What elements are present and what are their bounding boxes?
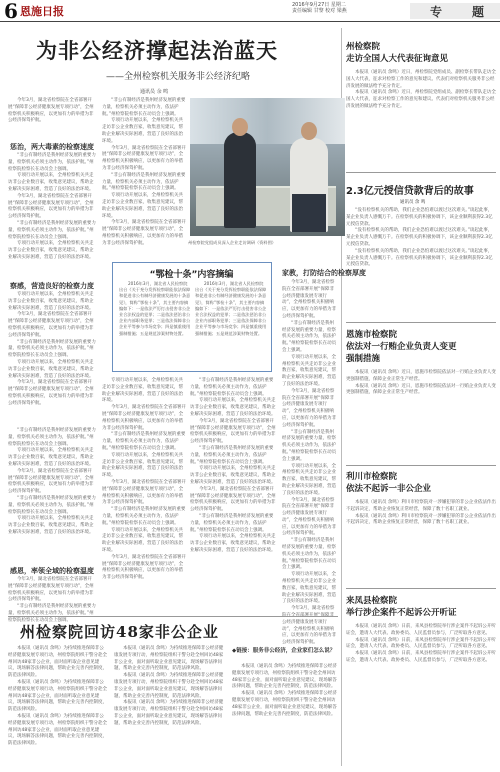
feature-headline: 为非公经济撑起法治蓝天 bbox=[36, 38, 278, 63]
right-s2-body: “没有检察机关的帮助，我们企业恐怕难以渡过这次难关。”谈起此事，某企业负责人感慨万千。在检察机关的积极协调下，该企业顺利获得2.3亿元授信贷款。 “没有检察机关的帮助，我们企业恐怕难以渡过这次难关。”谈起此事，某企业负责人感慨万千。在检察机关的积极协调下，该企业顺利获得2.3亿元授信贷款。 “没有检察机关的帮助，我们企业恐怕难以渡过这次难关。”谈起此事，某企业负责人感慨万千。在检察机关的积极协调下，该企业顺利获得2.3亿元授信贷款。 bbox=[346, 208, 493, 268]
sidebar-box bbox=[112, 262, 272, 372]
right-divider bbox=[346, 465, 496, 466]
issue-date: 2016年9月27日 星期二 bbox=[292, 2, 346, 8]
feature-paragraph: 今年3月，湖北省检察院在全省部署开展“保障非公经济健康发展专项行动”，全州检察机关积极响应，以更加有力的举措为非公经济保驾护航。 “非公有制经济是我州经济发展的重要力量，检察机关必须主动作为，依法护航。”州检察院检察长在动员会上强调。 专项行动开展以来，全州检察机关共走访非公企业数百家，收集意见建议，帮助企业解决实际困难，营造了良好的法治环境。 今年3月，湖北省检察院在全省部署开展“保障非公经济健康发展专项行动”，全州检察机关积极响应，以更加有力的举措为非公经济保驾护航。 “非公有制经济是我州经济发展的重要力量，检察机关必须主动作为，依法护航。”州检察院检察长在动员会上强调。 专项行动开展以来，全州检察机关共走访非公企业数百家，收集意见建议，帮助企业解决实际困难，营造了良好的法治环境。 今年3月，湖北省检察院在全省部署开展“保障非公经济健康发展专项行动”，全州检察机关积极响应，以更加有力的举措为非公经济保驾护航。 “非公有制经济是我州经济发展的重要力量，检察机关必须主动作为，依法护航。”州检察院检察长在动员会上强调。 专项行动开展以来，全州检察机关共走访非公企业数百家，收集意见建议，帮助企业解决实际困难，营造了良好的法治环境。 今年3月，湖北省检察 公经济健康发展专项行动”，全州检察机关积极响应，以更加有力的举措为非公经济保驾护航。 bbox=[282, 280, 337, 646]
feature-paragraph: “非公有制经济是我州经济发展的重要力量，检察机关必须主动作为，依法护航。”州检察院检察长在动员会上强调。 专项行动开展以来，全州检察机关共走访非公企业数百家，收集意见建议，帮助企业解决实际困难，营造了良好的法治环境。 今年3月，湖北省检察院在全省部署开展“保障非公经济健康发展专项行动”，全州检察机关积极响应，以更加有力的举措为非公经济保驾护航。 “非公有制经济是我州经济发展的重要力量，检察机关必须主动作为，依法护航。”州检察院检察长在动员会上强调。 专项行动开展以来，全州检察机关共走访非公企业数百家，收集意见建议，帮助企业解决实际困难，营造了良好的法治环境。 今年3月，湖北省检察院在全省部署开展“保障非公经济健康发展专项行动”，全州检察机关积极响应，以更加有力的举措为非公经济保驾护航。 “非公有制经济是我州经济发展的重要力量，检察机关必须主动作为，依法护航。”州检察院检察长在动员会上强调。 专项行动开展以来，全州检察机关共走访非公企业数百家，收集意见建议，帮助企业解决实际困难，营造了良好的法治环境。 bbox=[190, 378, 276, 553]
section-band bbox=[410, 3, 500, 19]
right-s3-body: 本报讯（通讯员 余鸣）近日，恩施市检察院依法对一行贿企业负责人变更强制措施，保障企业正常生产经营。 本报讯（通讯员 余鸣）近日，恩施市检察院依法对一行贿企业负责人变更强制措施，保障企业正常生产经营。 bbox=[346, 370, 496, 396]
section-label-char-2: 题 bbox=[472, 5, 485, 19]
right-s1-body: 本报讯（通讯员 余鸣）近日，州检察院党组成员、副检察长带队走访全国人大代表，征求对检察工作的意见和建议。代表们对检察机关服务非公经济发展的做法给予充分肯定。 本报讯（通讯员 余鸣）近日，州检察院党组成员、副检察长带队走访全国人大代表，征求对检察工作的意见和建议。代表们对检察机关服务非公经济发展的做法给予充分肯定。 bbox=[346, 70, 496, 109]
sidebar-box-text: 2016年3月，湖北省人民检察院出台《关于充分发挥检察职能依法保障和促进非公有制经济健康发展的十条意见》，简称“鄂检十条”，其主要内容摘编如下：一是依法严厉打击侵害非公企业合法权益的犯罪；二是依法惩治非公企业内部职务犯罪；三是依法保障非公企业平等参与市场竞争；四是慎重使用强制措施；五是规范涉案财物处置。 bbox=[195, 281, 267, 336]
sidebar-box-title: “鄂检十条”内容摘编 bbox=[149, 270, 234, 280]
right-s4-kicker: 利川市检察院 bbox=[346, 472, 398, 482]
feature-paragraph: 今年3月，湖北省检察院在全省部署开展“保障非公经济健康发展专项行动”，全州检察机关积极响应，以更加有力的举措为非公经济保驾护航。 “非公有制经济是我州经济发展的重要力量，检察机关必须主动作为，依法护航。”州检察院检察长在动员会上强调。 bbox=[8, 577, 96, 623]
right-s3-title-2: 强制措施 bbox=[346, 354, 381, 364]
section-label-char-1: 专 bbox=[430, 5, 443, 19]
bottom-paragraph: 本报讯（通讯员 余鸣）为持续推进保障非公经济健康发展专项行动，州检察院组织干警分赴全州回访48家非公企业，面对面听取企业意见建议，现场解答法律问题，帮助企业完善内控制度，防范法律风险。 本报讯（通讯员 余鸣）为持续推进保障非公经济健康发展专项行动，州检察院组织干警分赴全州回访48家非公企业，面对面听取企业意见建议，现场解答法律问题，帮助企业完善内控制度，防范法律风险。 本报讯（通讯员 余鸣）为持续推进保障非公经济健康发展专项行动，州检察院组织干警分赴全州回访48家非公企业，面对面听取企业意见建议，现场解答法律问题，帮助企业完善内控制度，防范法律风险。 bbox=[114, 646, 224, 726]
right-divider bbox=[346, 588, 496, 589]
bottom-paragraph: 本报讯（通讯员 余鸣）为持续推进保障非公经济健康发展专项行动，州检察院组织干警分赴全州回访48家非公企业，面对面听取企业意见建议，现场解答法律问题，帮助企业完善内控制度，防范法律风险。 本报讯（通讯员 余鸣）为持续推进保障非公经济健康发展专项行动，州检察院组织干警分赴全州回访48家非公企业，面对面听取企业意见建议，现场解答法律问题，帮助企业完善内控制度，防范法律风险。 本报讯（通讯员 余鸣）为持续推进保障非公经济健康发展专项行动，州检察院组织干警分赴全州回访48家非公企业，面对面听取企业意见建议，现场解答法律问题，帮助企业完善内控制度，防范法律风险。 bbox=[8, 646, 107, 747]
issue-meta bbox=[292, 2, 402, 14]
feature-byline: 通讯员 余 鸣 bbox=[140, 89, 169, 95]
right-s4-title: 依法不起诉一非公企业 bbox=[346, 484, 432, 494]
page-header bbox=[0, 0, 500, 22]
right-s2-title: 2.3亿元授信贷款背后的故事 bbox=[346, 186, 474, 197]
page-number: 6 bbox=[4, 0, 18, 23]
feature-subheadline: ——全州检察机关服务非公经济纪略 bbox=[106, 72, 251, 82]
bottom-headline: 州检察院回访48家非公企业 bbox=[20, 623, 219, 641]
feature-paragraph: “非公有制经济是我州经济发展的重要力量，检察机关必须主动作为，依法护航。”州检察院检察长在动员会上强调。 专项行动开展以来，全州检察机关共走访非公企业数百家，收集意见建议，帮助企业解决实际困难，营造了良好的法治环境。 今年3月，湖北省检察院在全省部署开展“保障非公经济健康发展专项行动”，全州检察机关积极响应，以更加有力的举措为非公经济保驾护航。 “非公有制经济是我州经济发展的重要力量，检察机关必须主动作为，依法护航。”州检察院检察长在动员会上强调。 专项行动开展以来，全州检察机关共走访非公企业数百家，收集意见建议，帮助企业解决实际困难，营造了良好的法治环境。 今年3月，湖北省检察院在全省部署开展“保障非公经济健康发展专项行动”，全州检察机关积极响应，以更加有力的举措为非公经济保驾护航。 bbox=[102, 98, 186, 246]
sidebar-box-text: 2016年3月，湖北省人民检察院出台《关于充分发挥检察职能依法保障和促进非公有制经济健康发展的十条意见》，简称“鄂检十条”，其主要内容摘编如下：一是依法严厉打击侵害非公企业合法权益的犯罪；二是依法惩治非公企业内部职务犯罪；三是依法保障非公企业平等参与市场竞争；四是慎重使用强制措施；五是规范涉案财物处置。 bbox=[119, 281, 191, 336]
section-divider bbox=[8, 616, 338, 617]
right-s1-kicker: 州检察院 bbox=[346, 42, 381, 52]
right-s5-body: 本报讯（通讯员 余鸣）日前，来凤县检察院举行涉企案件不起诉公开听证会，邀请人大代表、政协委员、人民监督员参与，广泛听取各方意见。 本报讯（通讯员 余鸣）日前，来凤县检察院举行涉企案件不起诉公开听证会，邀请人大代表、政协委员、人民监督员参与，广泛听取各方意见。 本报讯（通讯员 余鸣）日前，来凤县检察院举行涉企案件不起诉公开听证会，邀请人大代表、政协委员、人民监督员参与，广泛听取各方意见。 bbox=[346, 624, 496, 663]
feature-paragraph: “非公有制经济是我州经济发展的重要力量，检察机关必须主动作为，依法护航。”州检察院检察长在动员会上强调。 专项行动开展以来，全州检察机关共走访非公企业数百家，收集意见建议，帮助企业解决实际困难，营造了良好的法治环境。 今年3月，湖北省检察院在全省部署开展“保障非公经济健康发展专项行动”，全州检察机关积极响应，以更加有力的举措为非公经济保驾护航。 “非公有制经济是我州经济发展的重要力量，检察机关必须主动作为，依法护航。”州检察院检察长在动员会上强调。 专项行动开展以来，全州检察机关共走访非公企业数百家，收集意见建议，帮助企业解决实际困难，营造了良好的法治环境。 bbox=[8, 428, 96, 535]
feature-paragraph: 今年3月，湖北省检察院在全省部署开展“保障非公经济健康发展专项行动”，全州检察机关积极响应，以更加有力的举措为非公经济保驾护航。 bbox=[8, 98, 94, 124]
bottom-link-heading: ◆链接：服务非公经济，企业家们怎么说？ bbox=[232, 648, 336, 654]
right-s4-body: 本报讯（通讯员 余鸣）利川市检察院对一涉嫌犯罪的非公企业依法作出不起诉决定，帮助企业恢复正常经营，保障了数十名职工就业。 本报讯（通讯员 余鸣）利川市检察院对一涉嫌犯罪的非公企业依法作出不起诉决定，帮助企业恢复正常经营，保障了数十名职工就业。 bbox=[346, 500, 496, 526]
feature-paragraph: “非公有制经济是我州经济发展的重要力量，检察机关必须主动作为，依法护航。”州检察院检察长在动员会上强调。 专项行动开展以来，全州检察机关共走访非公企业数百家，收集意见建议，帮助企业解决实际困难，营造了良好的法治环境。 今年3月，湖北省检察院在全省部署开展“保障非公经济健康发展专项行动”，全州检察机关积极响应，以更加有力的举措为非公经济保驾护航。 “非公有制经济是我州经济发展的重要力量，检察机关必须主动作为，依法护航。”州检察院检察长在动员会上强调。 专项行动开展以来，全州检察机关共走访非公企业数百家，收集意见建议，帮助企业解决实际困难，营造了良好的法治环境。 bbox=[8, 153, 96, 260]
feature-paragraph: 专项行动开展以来，全州检察机关共走访非公企业数百家，收集意见建议，帮助企业解决实际困难，营造了良好的法治环境。 今年3月，湖北省检察院在全省部署开展“保障非公经济健康发展专项行动”，全州检察机关积极响应，以更加有力的举措为非公经济保驾护航。 “非公有制经济是我州经济发展的重要力量，检察机关必须主动作为，依法护航。”州检察院检察长在动员会上强调。 专项行动开展以来，全州检察机关共走访非公企业数百家，收集意见建议，帮助企业解决实际困难，营造了良好的法治环境。 今年3月，湖北省检察院在全省部署开展“保障非公经济健康发展专项行动”，全州检察机关积极响应，以更加有力的举措为非公经济保驾护航。 bbox=[8, 292, 96, 406]
feature-paragraph: 专项行动开展以来，全州检察机关共走访非公企业数百家，收集意见建议，帮助企业解决实际困难，营造了良好的法治环境。 今年3月，湖北省检察院在全省部署开展“保障非公经济健康发展专项行动”，全州检察机关积极响应，以更加有力的举措为非公经济保驾护航。 “非公有制经济是我州经济发展的重要力量，检察机关必须主动作为，依法护航。”州检察院检察长在动员会上强调。 专项行动开展以来，全州检察机关共走访非公企业数百家，收集意见建议，帮助企业解决实际困难，营造了良好的法治环境。 今年3月，湖北省检察院在全省部署开展“保障非公经济健康发展专项行动”，全州检察机关积极响应，以更加有力的举措为非公经济保驾护航。 “非公有制经济是我州经济发展的重要力量，检察机关必须主动作为，依法护航。”州检察院检察长在动员会上强调。 专项行动开展以来，全州检察机关共走访非公企业数百家，收集意见建议，帮助企业解决实际困难，营造了良好的法治环境。 今年3月，湖北省检察院在全省部署开展“保障非公经济健康发展专项行动”，全州检察机关积极响应，以更加有力的举措为非公经济保驾护航。 bbox=[102, 378, 186, 581]
feature-heading-4: 家教，打防结合的检察厚度 bbox=[282, 269, 366, 277]
bottom-paragraph: 本报讯（通讯员 余鸣）为持续推进保障非公经济健康发展专项行动，州检察院组织干警分赴全州回访48家非公企业，面对面听取企业意见建议，现场解答法律问题，帮助企业完善内控制度，防范法律风险。 本报讯（通讯员 余鸣）为持续推进保障非公经济健康发展专项行动，州检察院组织干警分赴全州回访48家非公企业，面对面听取企业意见建议，现场解答法律问题，帮助企业完善内控制度，防范法律风险。 bbox=[232, 664, 337, 717]
right-s3-title-1: 依法对一行贿企业负责人变更 bbox=[346, 342, 457, 352]
feature-photo bbox=[190, 98, 345, 236]
issue-editors: 责任编辑 甘黎 校对 梁燕 bbox=[292, 8, 347, 14]
right-s2-byline: 通讯员 余 鸣 bbox=[400, 200, 426, 205]
right-divider bbox=[346, 172, 496, 173]
right-s5-kicker: 来凤县检察院 bbox=[346, 596, 398, 606]
right-s3-kicker: 恩施市检察院 bbox=[346, 330, 398, 340]
right-divider bbox=[346, 322, 496, 323]
right-s1-title: 走访全国人大代表征询意见 bbox=[346, 54, 449, 64]
right-s5-title: 举行涉企案件不起诉公开听证 bbox=[346, 608, 457, 618]
photo-caption: 州检察院党组成员深入企业走访调研（资料图） bbox=[188, 240, 276, 245]
newspaper-logo: 恩施日报 bbox=[20, 5, 64, 18]
feature-heading-3: 感恩，率领全域的检察温度 bbox=[10, 567, 94, 575]
feature-heading-2: 察感，营造良好的检察力度 bbox=[10, 282, 94, 290]
feature-heading-1: 惩治，两大毒素的检察速度 bbox=[10, 143, 94, 151]
